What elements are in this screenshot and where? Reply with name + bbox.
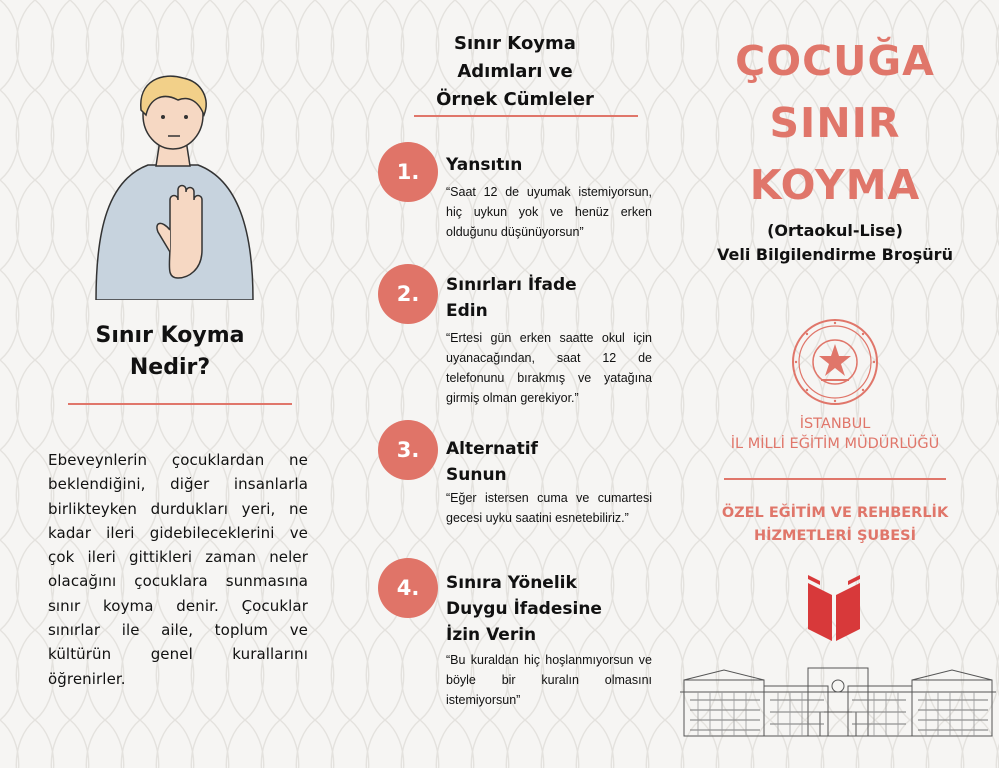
step-title-line: Alternatif [446,439,538,459]
step-number-badge: 4. [378,558,438,618]
brochure-subtitle [680,219,990,267]
subtitle-line: (Ortaokul-Lise) [767,221,903,240]
department-line: ÖZEL EĞİTİM VE REHBERLİK [721,505,949,521]
org-name-line: İSTANBUL [799,416,871,432]
book-logo-icon [806,575,862,643]
divider [414,115,638,117]
middle-panel [340,0,680,768]
subtitle-line: Veli Bilgilendirme Broşürü [717,245,953,264]
steps-heading-line: Örnek Cümleler [436,89,594,110]
divider [724,478,946,480]
left-panel [0,0,340,768]
organization-name [680,414,990,454]
title-line: SINIR [769,99,901,147]
brochure-title [680,30,990,216]
left-heading [40,320,300,384]
step-number-badge: 2. [378,264,438,324]
step-item [378,558,678,738]
step-title-line: Sınırları İfade [446,275,577,295]
org-name-line: İL MİLLİ EĞİTİM MÜDÜRLÜĞÜ [730,436,940,452]
building-illustration [680,662,996,738]
divider [68,403,292,405]
step-title-line: Sınıra Yönelik [446,573,577,593]
step-title [446,570,646,648]
title-line: ÇOCUĞA [735,37,935,85]
step-item [378,264,678,414]
step-title [446,436,646,488]
right-panel [680,0,999,768]
boy-stop-gesture-illustration [88,70,258,300]
step-title-line: Duygu İfadesine [446,599,602,619]
definition-paragraph: Ebeveynlerin çocuklardan ne beklendiğini, diğer insanlarla birlikteyken durdukları yeri, ne kadar ileri gidebileceklerini ve çok ileri gittikleri zaman neler olacağını çocuklara sunmasına sınır koyma denir. Çocuklar sınırlar ile aile, toplum ve kültürün genel kurallarını öğrenirler. [48,451,308,688]
title-line: KOYMA [749,161,921,209]
step-number-badge: 3. [378,420,438,480]
step-number-badge: 1. [378,142,438,202]
step-example-quote: “Saat 12 de uyumak istemiyorsun, hiç uykun yok ve henüz erken olduğunu düşünüyorsun” [446,185,652,239]
step-example-quote: “Ertesi gün erken saatte okul için uyanacağından, saat 12 de telefonunu bırakmış ve yatağına girmiş olman gerekiyor.” [446,331,652,405]
step-title-line: Yansıtın [446,155,523,175]
step-title [446,152,646,178]
step-example-quote: “Eğer istersen cuma ve cumartesi gecesi uyku saatini esnetebiliriz.” [446,491,652,525]
department-name [680,502,990,548]
ministry-seal-icon [791,318,879,406]
left-heading-line: Nedir? [129,355,211,380]
step-item [378,420,678,550]
steps-heading [400,30,630,114]
step-title [446,272,646,324]
step-item [378,142,678,242]
left-heading-line: Sınır Koyma [95,323,245,348]
department-line: HİZMETLERİ ŞUBESİ [753,528,917,544]
steps-heading-line: Adımları ve [457,61,573,82]
step-title-line: Sunun [446,465,507,485]
step-title-line: Edin [446,301,488,321]
steps-heading-line: Sınır Koyma [454,33,576,54]
step-example-quote: “Bu kuraldan hiç hoşlanmıyorsun ve böyle bir kuralın olmasını istemiyorsun” [446,653,652,707]
step-title-line: İzin Verin [446,625,537,645]
